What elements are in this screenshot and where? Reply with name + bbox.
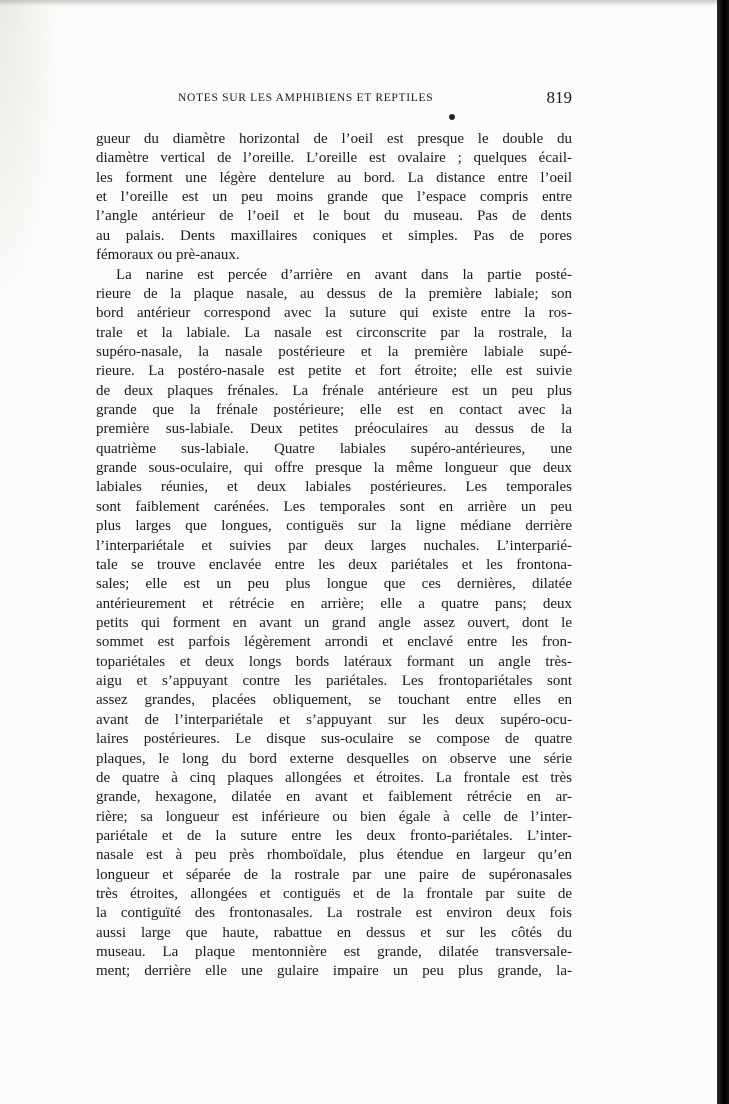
text-line: trale et la labiale. La nasale est circonscrite par la rostrale, la: [96, 324, 572, 341]
text-line: rière; sa longueur est inférieure ou bien égale à celle de l’inter-: [96, 808, 572, 825]
text-line: assez grandes, placées obliquement, se touchant entre elles en: [96, 692, 572, 709]
text-line: rieure. La postéro-nasale est petite et fort étroite; elle est suivie: [96, 363, 572, 380]
text-line: de deux plaques frénales. La frénale antérieure est un peu plus: [96, 382, 572, 399]
text-line: fémoraux ou prè-anaux.: [96, 247, 240, 264]
text-line: l’angle antérieur de l’oeil et le bout du museau. Pas de dents: [96, 208, 572, 225]
text-line: très étroites, allongées et contiguës et de la frontale par suite de: [96, 886, 572, 903]
text-line: labiales réunies, et deux labiales postérieures. Les temporales: [96, 479, 572, 496]
text-line: plus larges que longues, contiguës sur la ligne médiane derrière: [96, 518, 572, 535]
text-line: la contiguïté des frontonasales. La rostrale est environ deux fois: [96, 905, 572, 922]
text-line: La narine est percée d’arrière en avant dans la partie posté-: [116, 266, 572, 283]
text-line: plaques, le long du bord externe desquelles on observe une série: [96, 750, 572, 767]
text-line: ment; derrière elle une gulaire impaire un peu plus grande, la-: [96, 963, 572, 980]
text-line: grande, hexagone, dilatée en avant et faiblement rétrécie en ar-: [96, 789, 572, 806]
text-line: antérieurement et rétrécie en arrière; elle a quatre pans; deux: [96, 595, 572, 612]
text-line: sommet est parfois légèrement arrondi et enclavé entre les fron-: [96, 634, 572, 651]
text-line: longueur et séparée de la rostrale par une paire de supéronasales: [96, 866, 572, 883]
text-line: petits qui forment en avant un grand angle assez ouvert, dont le: [96, 614, 572, 631]
text-line: sont faiblement carénées. Les temporales sont en arrière un peu: [96, 498, 572, 515]
text-line: et l’oreille est un peu moins grande que l’espace compris entre: [96, 189, 572, 206]
text-line: grande que la frénale postérieure; elle est en contact avec la: [96, 402, 572, 419]
text-line: tale se trouve enclavée entre les deux pariétales et les frontona-: [96, 556, 572, 573]
text-line: quatrième sus-labiale. Quatre labiales supéro-antérieures, une: [96, 440, 572, 457]
running-title: NOTES SUR LES AMPHIBIENS ET REPTILES: [178, 92, 434, 104]
text-line: rieure de la plaque nasale, au dessus de la première labiale; son: [96, 285, 572, 302]
text-line: pariétale et de la suture entre les deux fronto-pariétales. L’inter-: [96, 827, 572, 844]
page-number: 819: [546, 88, 572, 107]
text-line: l’interpariétale et suivies par deux larges nuchales. L’interparié-: [96, 537, 572, 554]
text-line: première sus-labiale. Deux petites préoculaires au dessus de la: [96, 421, 572, 438]
text-line: bord antérieur correspond avec la suture qui existe entre la ros-: [96, 305, 572, 322]
text-line: aussi large que haute, rabattue en dessus et sur les côtés du: [96, 924, 572, 941]
text-line: gueur du diamètre horizontal de l’oeil est presque le double du: [96, 131, 572, 147]
scan-border-right: [717, 0, 729, 1104]
page-top-edge: [0, 0, 717, 6]
text-line: topariétales et deux longs bords latéraux formant un angle très-: [96, 653, 572, 670]
text-line: supéro-nasale, la nasale postérieure et la première labiale supé-: [96, 343, 572, 360]
ink-dot-mark: [449, 114, 455, 120]
text-line: avant de l’interpariétale et s’appuyant sur les deux supéro-ocu-: [96, 711, 572, 728]
text-line: museau. La plaque mentonnière est grande, dilatée transversale-: [96, 944, 572, 961]
text-line: diamètre vertical de l’oreille. L’oreille est ovalaire ; quelques écail-: [96, 150, 572, 167]
body-text: [96, 130, 572, 982]
text-line: aigu et s’appuyant contre les pariétales. Les frontopariétales sont: [96, 673, 572, 690]
paper-stain: [0, 0, 60, 300]
text-line: au palais. Dents maxillaires coniques et simples. Pas de pores: [96, 227, 572, 244]
text-line: nasale est à peu près rhomboïdale, plus étendue en largeur qu’en: [96, 847, 572, 864]
page-header: [96, 88, 572, 110]
text-line: sales; elle est un peu plus longue que ces dernières, dilatée: [96, 576, 572, 593]
text-line: de quatre à cinq plaques allongées et étroites. La frontale est très: [96, 769, 572, 786]
text-line: grande sous-oculaire, qui offre presque la même longueur que deux: [96, 460, 572, 477]
text-line: laires postérieures. Le disque sus-oculaire se compose de quatre: [96, 731, 572, 748]
text-line: les forment une légère dentelure au bord. La distance entre l’oeil: [96, 169, 572, 186]
